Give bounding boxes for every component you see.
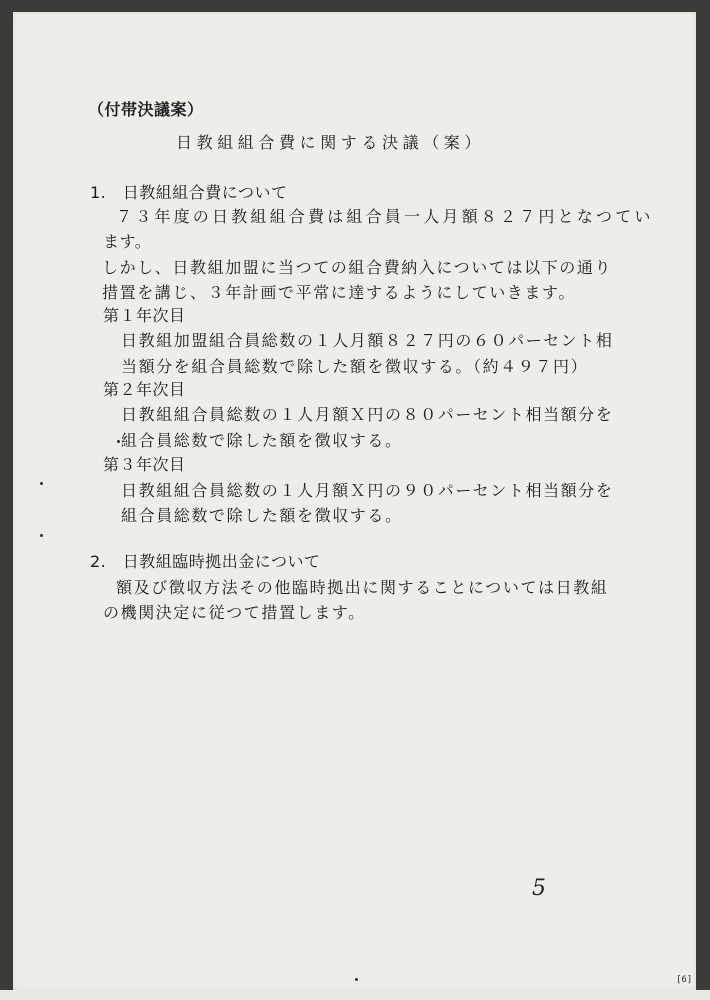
year3-label: 第３年次目 xyxy=(103,455,186,474)
section2-heading: 2. 日教組臨時拠出金について xyxy=(90,552,321,571)
annex-label: （付帯決議案） xyxy=(88,100,204,119)
handwritten-page-number: 5 xyxy=(532,876,546,901)
document-page xyxy=(13,12,696,990)
document-title: 日教組組合費に関する決議（案） xyxy=(176,133,486,152)
year2-line-2: 組合員総数で除した額を徴収する。 xyxy=(121,431,403,450)
year1-line-1: 日教組加盟組合員総数の１人月額８２７円の６０パーセント相 xyxy=(121,331,614,350)
year2-line-1: 日教組組合員総数の１人月額Ｘ円の８０パーセント相当額分を xyxy=(121,405,614,424)
year2-label: 第２年次目 xyxy=(103,380,186,399)
year3-line-1: 日教組組合員総数の１人月額Ｘ円の９０パーセント相当額分を xyxy=(121,481,614,500)
section2-line-1: 額及び徴収方法その他臨時拠出に関することについては日教組 xyxy=(116,578,609,597)
section1-heading: 1. 日教組組合費について xyxy=(90,183,288,202)
year3-line-2: 組合員総数で除した額を徴収する。 xyxy=(121,506,403,525)
section1-line-2: ます。 xyxy=(103,232,152,251)
section2-line-2: の機関決定に従つて措置します。 xyxy=(103,603,366,622)
page-bottom-edge xyxy=(0,990,710,1000)
archive-page-number: [6] xyxy=(676,975,693,985)
speck xyxy=(40,534,43,537)
section1-line-4: 措置を講じ、３年計画で平常に達するようにしていきます。 xyxy=(102,283,576,302)
section1-line-1: ７３年度の日教組組合費は組合員一人月額８２７円となつてい xyxy=(116,207,654,226)
year1-line-2: 当額分を組合員総数で除した額を徴収する。（約４９７円） xyxy=(121,357,589,376)
speck xyxy=(40,482,43,485)
speck xyxy=(117,440,120,443)
speck xyxy=(355,978,358,981)
year1-label: 第１年次目 xyxy=(103,306,186,325)
section1-line-3: しかし、日教組加盟に当つての組合費納入については以下の通り xyxy=(102,258,613,277)
